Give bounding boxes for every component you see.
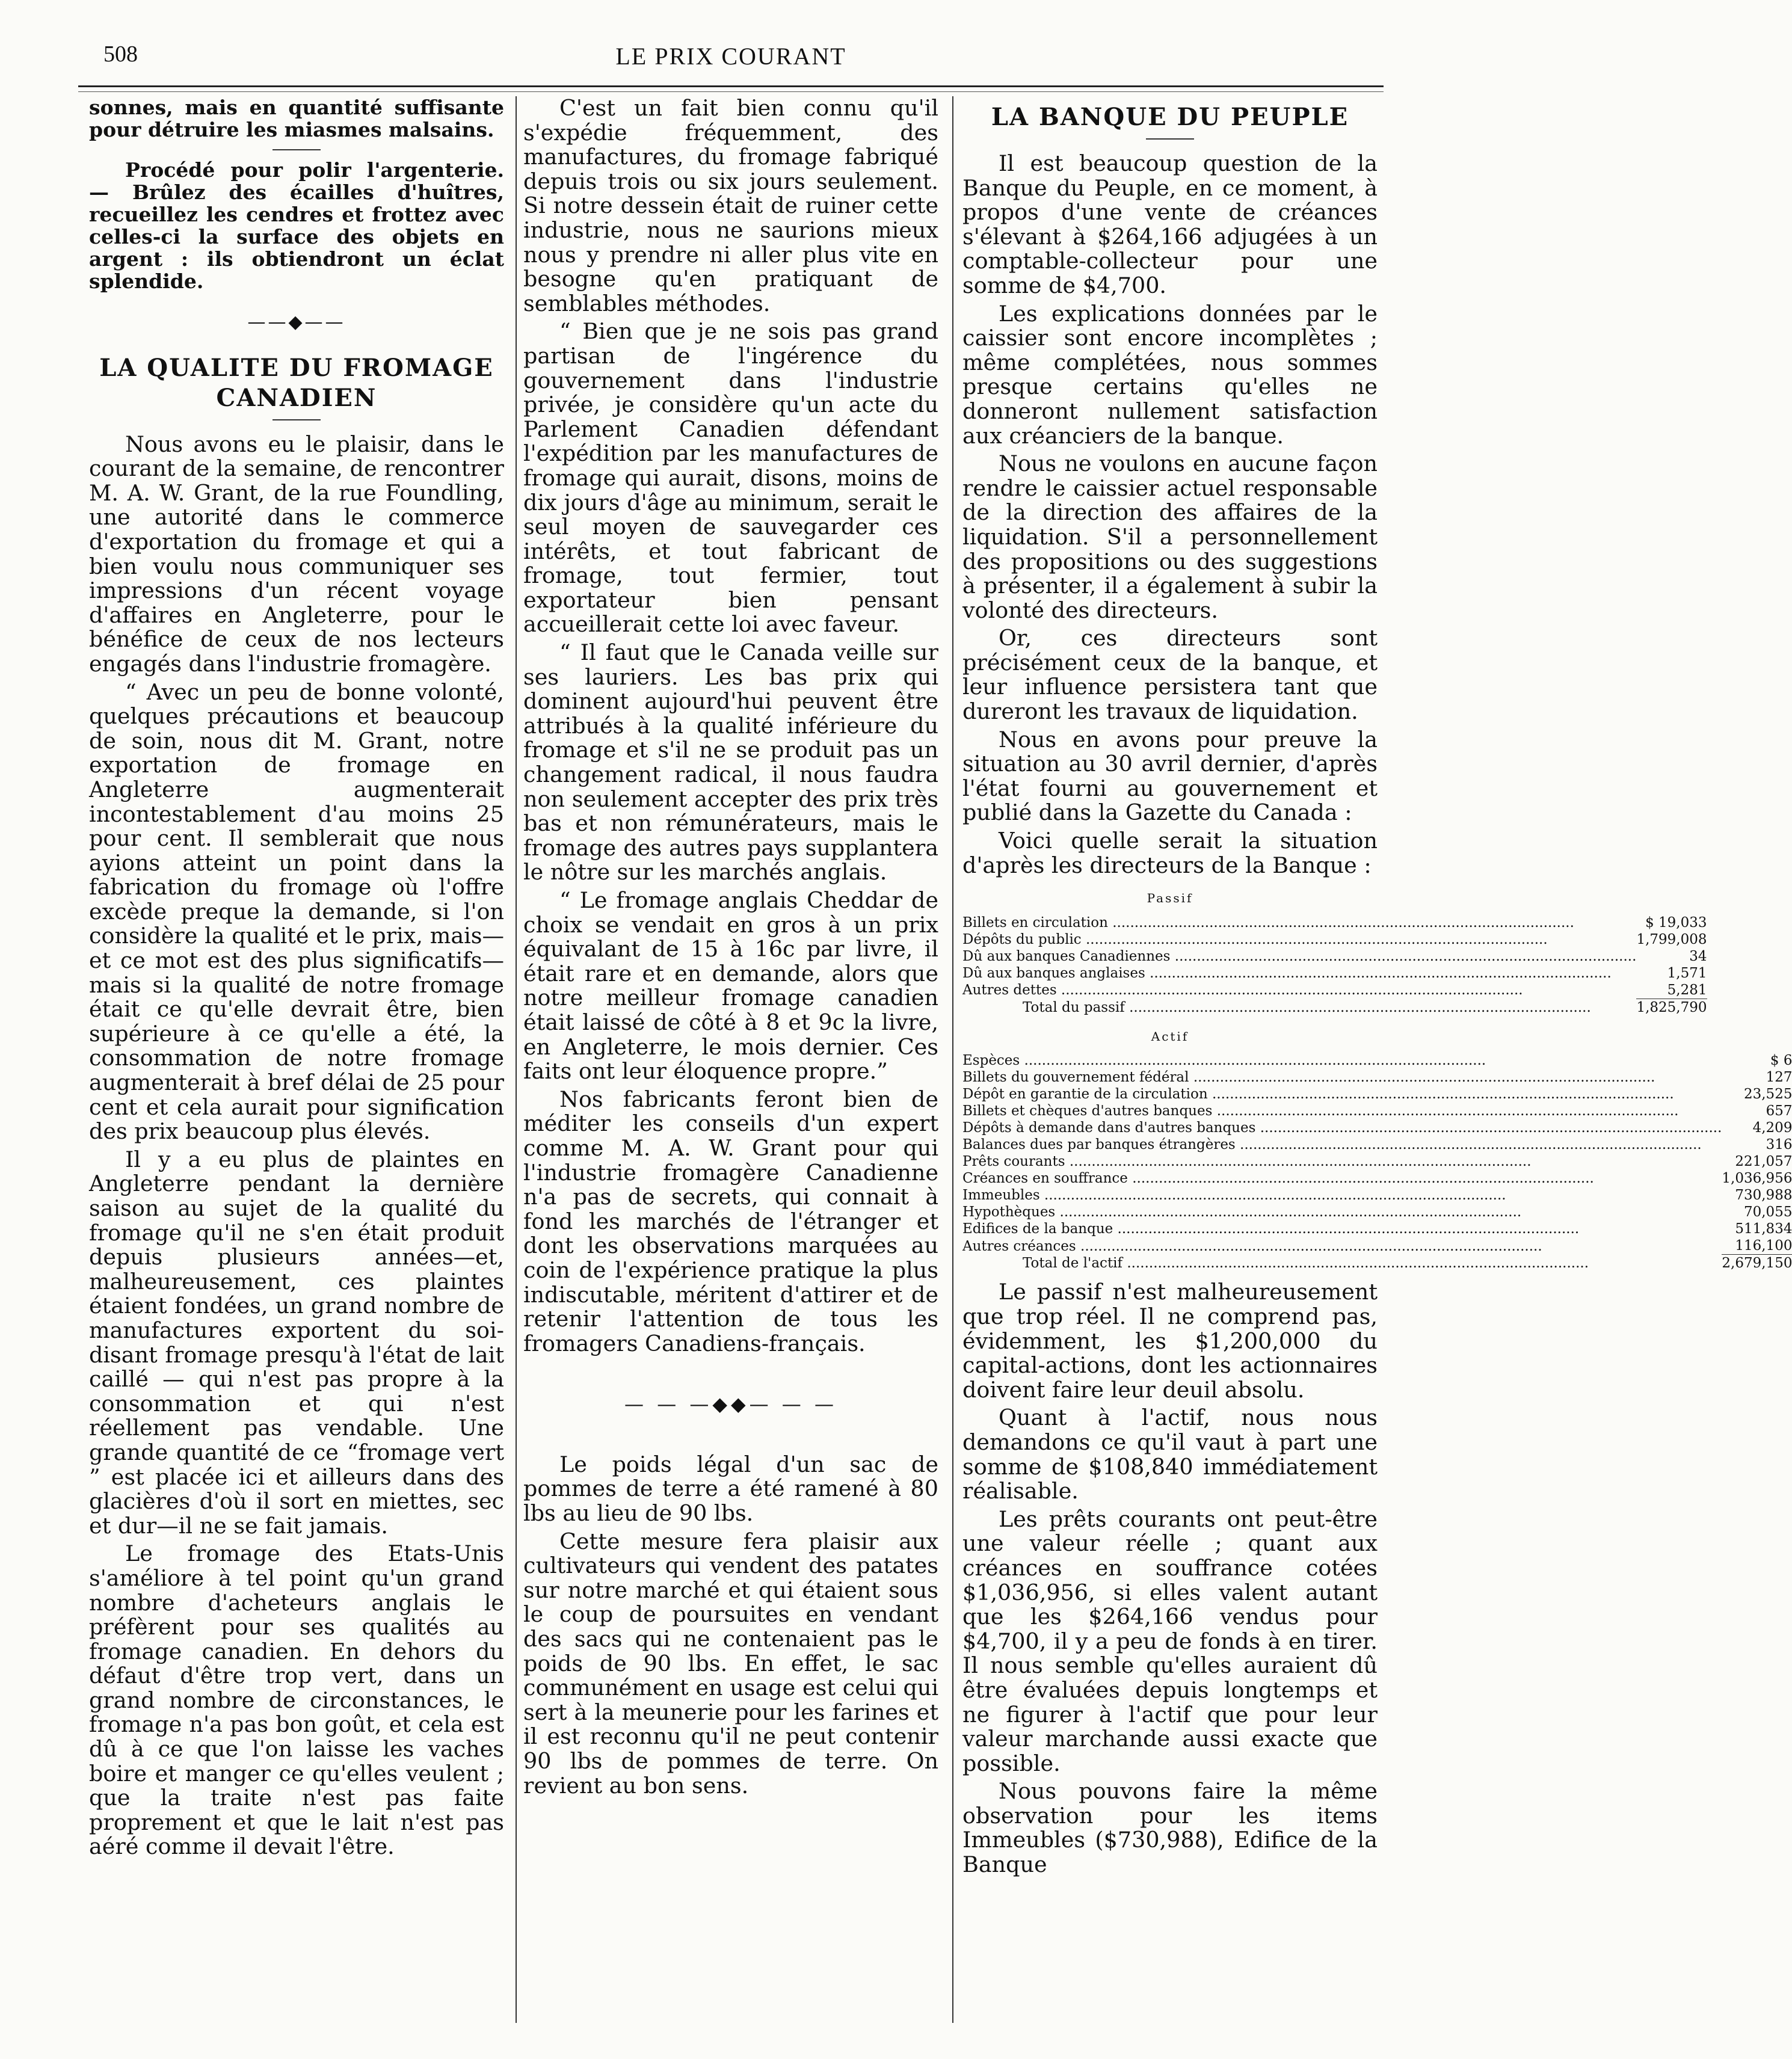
paragraph: Nous pouvons faire la même observation pour les items Immeubles ($730,988), Edifice de la Banque [962, 1778, 1378, 1878]
row-label: Espèces ..... [962, 1052, 1722, 1069]
table-row [962, 982, 1707, 999]
total-label: Total du passif ..... [962, 999, 1636, 1016]
tip-body: — Brûlez des écailles d'huîtres, recueillez les cendres et frottez avec celles-ci la surface des objets en argent : ils obtiendront un éclat splendide. [89, 180, 504, 293]
article-title-line2: CANADIEN [216, 383, 377, 412]
row-amount: 116,100 [1735, 1238, 1792, 1254]
column-divider [952, 96, 953, 2023]
table-row [962, 1103, 1792, 1119]
paragraph: C'est un fait bien connu qu'il s'expédie fréquemment, des manufactures, du fromage fabriqué depuis trois ou six jours seulement. Si notre dessein était de ruiner cette industrie, nous ne saurions mieux nous y prendre ni aller plus vite en besogne qu'en pratiquant de semblables méthodes. [523, 95, 938, 316]
paragraph: Nos fabricants feront bien de méditer les conseils d'un expert comme M. A. W. Grant pour qui l'industrie fromagère Canadienne n'a pas de secrets, qui connait à fond les marchés de l'étranger et dont les observations marquées au coin de l'expérience pratique la plus indiscutable, méritent d'attirer et de retenir l'attention de tous les fromagers Canadiens-français. [523, 1086, 938, 1356]
table-row [962, 1204, 1792, 1220]
paragraph: “ Bien que je ne sois pas grand partisan de l'ingérence du gouvernement dans l'industrie privée, je considère qu'un acte du Parlement Canadien défendant l'expédition par les manufactures de fromage qui aurait, disons, moins de dix jours d'âge au minimum, serait le seul moyen de sauvegarder ces intérêts, et tout fabricant de fromage, tout fermier, tout exportateur bien pensant accueillerait cette loi avec faveur. [523, 318, 938, 638]
row-amount: 34 [1689, 948, 1707, 964]
column-left [89, 96, 504, 2023]
paragraph: Or, ces directeurs sont précisément ceux de la banque, et leur influence persistera tant que dureront les travaux de liquidation. [962, 625, 1378, 725]
actif-heading: Actif [1151, 1029, 1189, 1044]
actif-table [962, 1052, 1792, 1272]
paragraph: Voici quelle serait la situation d'après les directeurs de la Banque : [962, 828, 1378, 878]
separator [272, 149, 321, 150]
row-label: Immeubles ..... [962, 1187, 1722, 1204]
row-amount: 1,571 [1667, 965, 1707, 981]
paragraph: Les prêts courants ont peut-être une valeur réelle ; quant aux créances en souffrance cotées $1,036,956, si elles valent autant que les $264,166 vendus pour $4,700, il y a peu de fonds à en tirer. Il nous semble qu'elles auraient dû être évaluées depuis longtemps et ne figurer à l'actif que pour leur valeur marchande aussi exacte que possible. [962, 1506, 1378, 1776]
paragraph: Le fromage des Etats-Unis s'améliore à tel point qu'un grand nombre d'acheteurs anglais le préfèrent pour ses qualités au fromage canadien. En dehors du défaut d'être trop vert, dans un grand nombre de circonstances, le fromage n'a pas bon goût, et cela est dû à ce que l'on laisse les vaches boire et manger ce qu'elles veulent ; que la traite n'est pas faite proprement et que le lait n'est pas aéré comme il devait l'être. [89, 1540, 504, 1860]
page-header [78, 18, 1384, 90]
table-row [962, 1136, 1792, 1153]
row-amount: 221,057 [1735, 1154, 1792, 1170]
row-label: Dû aux banques Canadiennes ..... [962, 948, 1636, 965]
passif-table [962, 914, 1707, 1016]
continued-paragraph: sonnes, mais en quantité suffisante pour détruire les miasmes malsains. [89, 96, 504, 141]
row-amount: 657 [1766, 1103, 1792, 1119]
row-label: Autres créances ..... [962, 1237, 1722, 1255]
page-number: 508 [103, 42, 138, 67]
table-row [962, 1119, 1792, 1136]
article-title-line1: LA QUALITE DU FROMAGE [99, 353, 494, 382]
paragraph: Cette mesure fera plaisir aux cultivateurs qui vendent des patates sur notre marché et qui étaient sous le coup de poursuites en vendant des sacs qui ne contenaient pas le poids de 90 lbs. En effet, le sac communément en usage est celui qui sert à la meunerie pour les farines et il est reconnu qu'il ne peut contenir 90 lbs de pommes de terre. On revient au bon sens. [523, 1528, 938, 1799]
article-title: LA BANQUE DU PEUPLE [991, 103, 1349, 131]
row-amount: 5,281 [1667, 982, 1707, 998]
row-label: Dépôts du public ..... [962, 931, 1636, 948]
row-label: Autres dettes ..... [962, 982, 1636, 999]
row-amount: 23,525 [1743, 1086, 1792, 1103]
total-row [962, 1255, 1792, 1272]
table-row [962, 914, 1707, 931]
row-label: Dépôts à demande dans d'autres banques ..... [962, 1119, 1722, 1136]
table-row [962, 948, 1707, 965]
row-label: Billets et chèques d'autres banques ..... [962, 1103, 1722, 1119]
total-amount: 1,825,790 [1636, 999, 1707, 1015]
table-row [962, 1052, 1792, 1069]
row-label: Créances en souffrance ..... [962, 1170, 1722, 1187]
row-label: Edifices de la banque ..... [962, 1220, 1722, 1237]
title-rule [272, 419, 321, 420]
row-label: Dû aux banques anglaises ..... [962, 965, 1636, 982]
ornament-separator: ——◆—— [247, 312, 346, 333]
passif-heading: Passif [1147, 891, 1193, 906]
row-amount: $ 6 [1770, 1053, 1792, 1069]
ornament-separator: — — —◆◆— — — [624, 1393, 837, 1416]
row-amount: 127 [1766, 1070, 1792, 1086]
paragraph: “ Le fromage anglais Cheddar de choix se vendait en gros à un prix équivalant de 15 à 16c par livre, il était rare et en demande, alors que notre meilleur fromage canadien était laissé de côté à 8 et 9c la livre, en Angleterre, le mois dernier. Ces faits ont leur éloquence propre.” [523, 887, 938, 1085]
row-label: Billets du gouvernement fédéral ..... [962, 1069, 1722, 1086]
column-divider [516, 96, 517, 2023]
row-label: Billets en circulation ..... [962, 914, 1636, 931]
tip-paragraph [89, 159, 504, 292]
row-label: Prêts courants ..... [962, 1153, 1722, 1170]
row-amount: 316 [1766, 1137, 1792, 1153]
row-amount: 4,209 [1752, 1120, 1792, 1136]
total-label: Total de l'actif ..... [962, 1255, 1722, 1272]
paragraph: Quant à l'actif, nous nous demandons ce qu'il vaut à part une somme de $108,840 immédiatement réalisable. [962, 1405, 1378, 1504]
paragraph: Le poids légal d'un sac de pommes de terre a été ramené à 80 lbs au lieu de 90 lbs. [523, 1451, 938, 1527]
column-middle [523, 96, 938, 2023]
column-right [962, 96, 1792, 2023]
table-row [962, 1069, 1792, 1086]
table-row [962, 1153, 1792, 1170]
row-label: Hypothèques ..... [962, 1204, 1722, 1220]
paragraph: “ Il faut que le Canada veille sur ses lauriers. Les bas prix qui dominent aujourd'hui peuvent être attribués à la qualité inférieure du fromage et s'il ne se produit pas un changement radical, il nous faudra non seulement accepter des prix très bas et non rémunérateurs, mais le fromage des autres pays supplantera le nôtre sur les marchés anglais. [523, 639, 938, 885]
running-title: LE PRIX COURANT [615, 43, 846, 70]
table-row [962, 1170, 1792, 1187]
table-row [962, 965, 1707, 982]
header-rule-thin [78, 91, 1384, 92]
article-title [89, 353, 504, 413]
table-row [962, 931, 1707, 948]
table-row [962, 1086, 1792, 1103]
row-amount: $ 19,033 [1645, 914, 1707, 931]
paragraph: Les explications données par le caissier sont encore incomplètes ; même complétées, nous sommes presque certains qu'elles ne donneront nullement satisfaction aux créanciers de la banque. [962, 300, 1378, 449]
total-amount: 2,679,150 [1722, 1255, 1792, 1272]
table-row [962, 1237, 1792, 1255]
paragraph: Nous en avons pour preuve la situation au 30 avril dernier, d'après l'état fourni au gouvernement et publié dans la Gazette du Canada : [962, 726, 1378, 826]
total-row [962, 999, 1707, 1016]
title-rule [1146, 138, 1194, 140]
header-rule [78, 85, 1384, 87]
paragraph: Nous avons eu le plaisir, dans le courant de la semaine, de rencontrer M. A. W. Grant, de la rue Foundling, une autorité dans le commerce d'exportation du fromage et qui a bien voulu nous communiquer ses impressions d'un récent voyage d'affaires en Angleterre, pour le bénéfice de ceux de nos lecteurs engagés dans l'industrie fromagère. [89, 431, 504, 677]
row-amount: 70,055 [1743, 1204, 1792, 1220]
row-amount: 730,988 [1735, 1187, 1792, 1204]
row-amount: 511,834 [1735, 1221, 1792, 1237]
paragraph: Le passif n'est malheureusement que trop réel. Il ne comprend pas, évidemment, les $1,200,000 du capital-actions, dont les actionnaires doivent faire leur deuil absolu. [962, 1279, 1378, 1403]
paragraph: Nous ne voulons en aucune façon rendre le caissier actuel responsable de la direction des affaires de la liquidation. S'il a personnellement des propositions ou des suggestions à présenter, il a également à subir la volonté des directeurs. [962, 451, 1378, 623]
tip-title: Procédé pour polir l'argenterie. [125, 158, 504, 182]
paragraph: Il est beaucoup question de la Banque du Peuple, en ce moment, à propos d'une vente de créances s'élevant à $264,166 adjugées à un comptable-collecteur pour une somme de $4,700. [962, 150, 1378, 298]
table-row [962, 1187, 1792, 1204]
row-label: Balances dues par banques étrangères ..... [962, 1136, 1722, 1153]
row-amount: 1,799,008 [1636, 931, 1707, 947]
row-label: Dépôt en garantie de la circulation ..... [962, 1086, 1722, 1103]
table-row [962, 1220, 1792, 1237]
paragraph: Il y a eu plus de plaintes en Angleterre pendant la dernière saison au sujet de la qualité du fromage qu'il ne s'en était produit depuis plusieurs années—et, malheureusement, ces plaintes étaient fondées, un grand nombre de manufactures exportent du soi-disant fromage presqu'à l'état de lait caillé — qui n'est pas propre à la consommation et qui n'est réellement pas vendable. Une grande quantité de ce “fromage vert ” est placée ici et ailleurs dans des glacières d'où il sort en miettes, sec et dur—il ne se fait jamais. [89, 1146, 504, 1539]
paragraph: “ Avec un peu de bonne volonté, quelques précautions et beaucoup de soin, nous dit M. Grant, notre exportation de fromage en Angleterre augmenterait incontestablement d'au moins 25 pour cent. Il semblerait que nous ayions atteint un point dans la fabrication du fromage où l'offre excède preque la demande, si l'on considère la qualité et le prix, mais—et ce mot est des plus significatifs—mais si la qualité de notre fromage était ce qu'elle devrait être, bien supérieure à ce qu'elle a été, la consommation de notre fromage augmenterait à bref délai de 25 pour cent et cela aurait pour signification des prix beaucoup plus élevés. [89, 679, 504, 1145]
row-amount: 1,036,956 [1722, 1171, 1792, 1187]
